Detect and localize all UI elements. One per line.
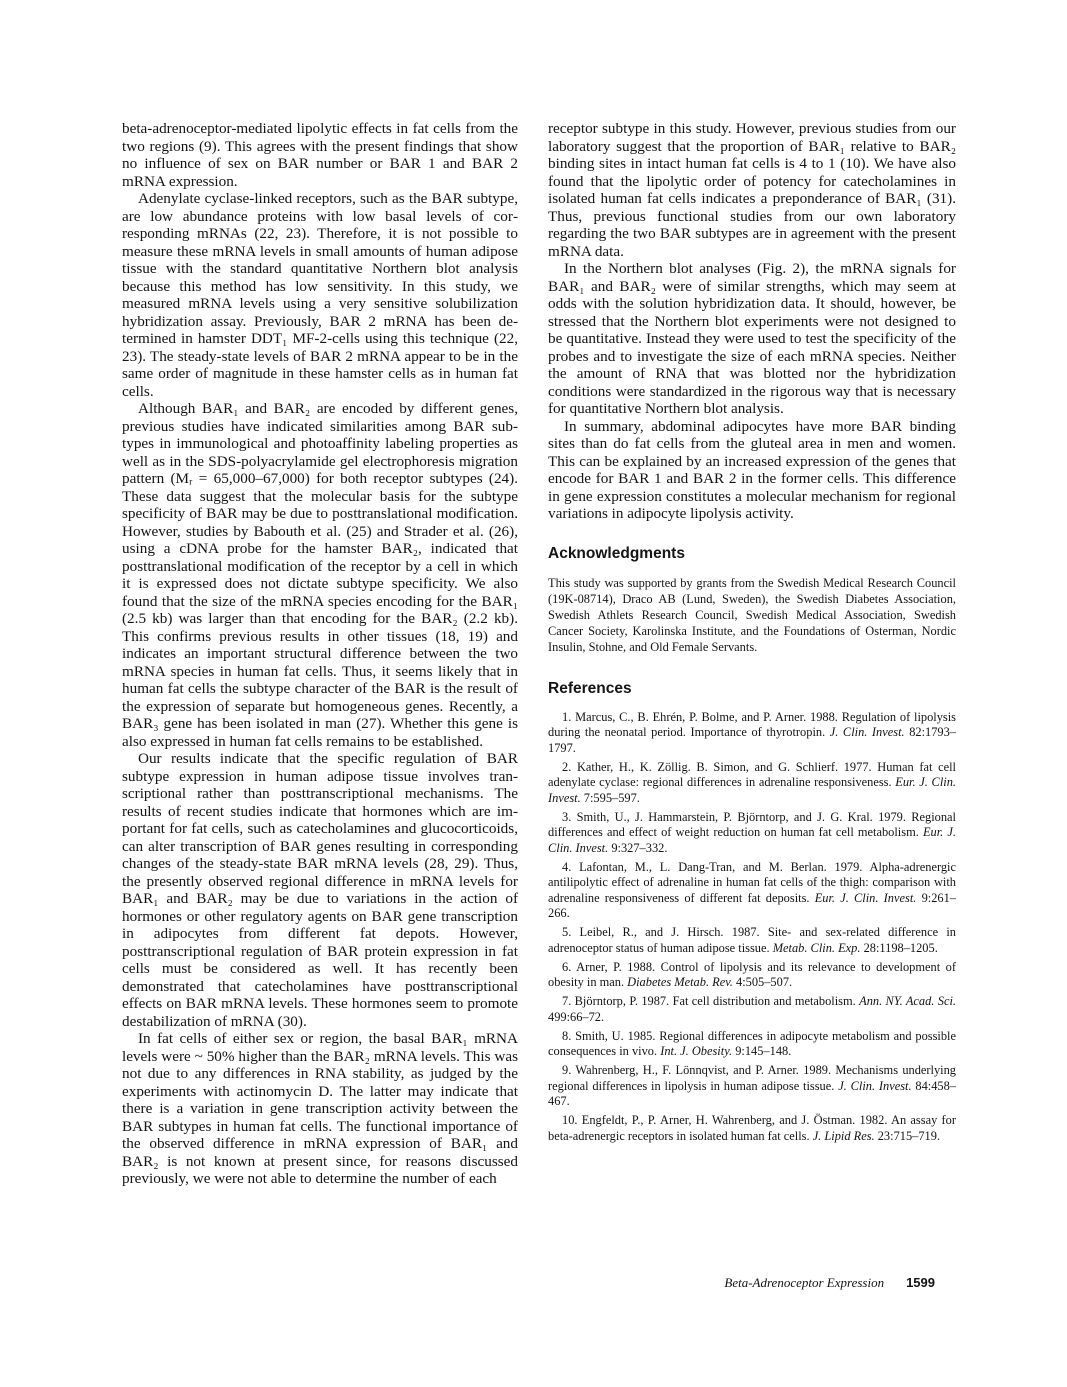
reference-text: 7. Björntorp, P. 1987. Fat cell distribution and metabolism.: [562, 994, 860, 1009]
reference-text: 1. Marcus, C., B. Ehrén, P. Bolme, and P. Arner. 1988. Regulation of lipolysis during the neonatal period. Importance of thyrotropin.: [548, 709, 956, 740]
reference-text: 8. Smith, U. 1985. Regional differences in adipocyte metabolism and possible consequences in vivo.: [548, 1028, 956, 1059]
reference-citation: 28:1198–1205.: [860, 940, 938, 955]
reference-text: 5. Leibel, R., and J. Hirsch. 1987. Site- and sex-related difference in adrenoceptor status of human adipose tissue.: [548, 925, 956, 955]
reference-citation: 9:327–332.: [608, 840, 668, 855]
reference-citation: 9:261–266.: [548, 890, 956, 921]
body-paragraph: beta-adrenoceptor-mediated lipolytic effects in fat cells from the two regions (9). This agrees with the present findings that show no influence of sex on BAR number or BAR 1 and BAR 2 mRNA expression.: [122, 120, 518, 190]
left-column: [122, 120, 518, 1188]
reference-text: 9. Wahrenberg, H., F. Lönnqvist, and P. Arner. 1989. Mechanisms underlying regional differences in lipolysis in human adipose tissue.: [548, 1063, 956, 1093]
reference-item: [548, 925, 956, 956]
reference-citation: 499:66–72.: [548, 1009, 605, 1024]
reference-item: [548, 994, 956, 1025]
running-title: Beta-Adrenoceptor Expression: [724, 1275, 885, 1290]
reference-item: [548, 810, 956, 857]
acknowledgments-text: This study was supported by grants from the Swedish Medical Research Council (19K-08714), Draco AB (Lund, Sweden), the Swedish Diabetes Association, Swedish Athlets Research Council, Swedish Medical Association, Swedish Cancer Society, Karolinska Institute, and the Foundations of Osterman, Nordic Insulin, Stohne, and Old Female Servants.: [548, 575, 956, 655]
reference-item: [548, 1113, 956, 1144]
page-number: 1599: [906, 1275, 935, 1290]
right-column: [548, 120, 956, 1148]
page-footer: [724, 1275, 935, 1291]
reference-journal: Eur. J. Clin. Invest.: [814, 890, 917, 905]
reference-item: [548, 1063, 956, 1110]
reference-journal: J. Lipid Res.: [812, 1128, 875, 1143]
reference-citation: 7:595–597.: [580, 790, 640, 805]
reference-text: 10. Engfeldt, P., P. Arner, H. Wahrenberg, and J. Östman. 1982. An assay for beta-adrenergic receptors in isolated human fat cells.: [548, 1113, 956, 1143]
reference-journal: Int. J. Obesity.: [660, 1044, 733, 1059]
reference-item: [548, 860, 956, 922]
acknowledgments-heading: Acknowledgments: [548, 544, 685, 562]
reference-journal: Eur. J. Clin. Invest.: [548, 825, 956, 855]
body-paragraph: Although BAR₁ and BAR₂ are encoded by different genes, previous studies have indicated similarities among BAR subtypes in immunological and photoaffinity labeling properties as well as in the SDS-polyacrylamide gel electrophoresis migration pattern (Mᵣ = 65,000–67,000) for both receptor subtypes (24). These data suggest that the molecular basis for the subtype specificity of BAR may be due to posttranslational modification. However, studies by Babouth et al. (25) and Strader et al. (26), using a cDNA probe for the hamster BAR₂, indicated that posttranslational modification of the receptor by a cell in which it is expressed does not dictate subtype specificity. We also found that the size of the mRNA species encoding for the BAR₁ (2.5 kb) was larger than that encoding for the BAR₂ (2.2 kb). This confirms previous results in other tissues (18, 19) and indicates an important structural difference between the two mRNA species in human fat cells. Thus, it seems likely that in human fat cells the subtype character of the BAR is the result of the expression of separate but homogeneous genes. Recently, a BAR₃ gene has been isolated in man (27). Whether this gene is also expressed in human fat cells remains to be established.: [122, 400, 518, 750]
reference-journal: Eur. J. Clin. Invest.: [548, 775, 956, 805]
body-paragraph: In summary, abdominal adipocytes have more BAR binding sites than do fat cells from the gluteal area in men and women. This can be explained by an increased expression of the genes that encode for BAR 1 and BAR 2 in the former cells. This difference in gene expression constitutes a molecular mechanism for regional variations in adipocyte lipolysis activity.: [548, 417, 956, 522]
reference-list: [548, 710, 956, 1145]
reference-journal: J. Clin. Invest.: [838, 1078, 912, 1093]
reference-citation: 9:145–148.: [732, 1044, 792, 1059]
acknowledgments-section: [548, 545, 956, 656]
reference-citation: 23:715–719.: [874, 1128, 941, 1143]
body-paragraph: Our results indicate that the specific regulation of BAR subtype expression in human adipose tissue involves transcriptional rather than posttranscriptional mechanisms. The results of recent studies indicate that hormones which are important for fat cells, such as catecholamines and glucocorticoids, can alter transcription of BAR genes resulting in corresponding changes of the steady-state BAR mRNA levels (28, 29). Thus, the presently observed regional difference in mRNA levels for BAR₁ and BAR₂ may be due to variations in the action of hormones or other regulatory agents on BAR gene transcription in adipocytes from different fat depots. However, posttranscriptional regulation of BAR protein expression in fat cells must be considered as well. It has recently been demonstrated that catecholamines have posttranscriptional effects on BAR mRNA levels. These hormones seem to promote destabilization of mRNA (30).: [122, 750, 518, 1030]
reference-citation: 84:458–467.: [548, 1078, 957, 1109]
reference-text: 4. Lafontan, M., L. Dang-Tran, and M. Berlan. 1979. Alpha-adrenergic antilipolytic effect of adrenaline in human fat cells of the thigh: comparison with adrenaline responsiveness of different fat deposits.: [548, 859, 956, 905]
body-paragraph: Adenylate cyclase-linked receptors, such as the BAR subtype, are low abundance proteins with low basal levels of corresponding mRNAs (22, 23). Therefore, it is not possible to measure these mRNA levels in small amounts of human adipose tissue with the standard quantitative Northern blot analysis because this method has low sensitivity. In this study, we measured mRNA levels using a very sensitive solubilization hybridization assay. Previously, BAR 2 mRNA has been determined in hamster DDT₁ MF-2-cells using this technique (22, 23). The steady-state levels of BAR 2 mRNA appear to be in the same order of magnitude in these hamster cells as in human fat cells.: [122, 190, 518, 400]
reference-item: [548, 760, 956, 807]
reference-text: 3. Smith, U., J. Hammarstein, P. Björntorp, and J. G. Kral. 1979. Regional differences and effect of weight reduction on human fat cell metabolism.: [548, 809, 956, 840]
references-section: [548, 680, 956, 1145]
reference-item: [548, 710, 956, 757]
reference-text: 2. Kather, H., K. Zöllig. B. Simon, and G. Schlierf. 1977. Human fat cell adenylate cyclase: regional differences in adrenaline responsiveness.: [548, 759, 956, 790]
reference-item: [548, 960, 956, 991]
reference-text: 6. Arner, P. 1988. Control of lipolysis and its relevance to development of obesity in man.: [548, 959, 956, 990]
reference-journal: Diabetes Metab. Rev.: [627, 975, 733, 990]
body-paragraph: In fat cells of either sex or region, the basal BAR₁ mRNA levels were ~ 50% higher than the BAR₂ mRNA levels. This was not due to any differences in RNA stability, as judged by the experiments with actinomycin D. The latter may indicate that there is a variation in gene transcription activity between the BAR subtypes in human fat cells. The functional importance of the observed difference in mRNA expression of BAR₁ and BAR₂ is not known at present since, for reasons discussed previously, we were not able to determine the number of each: [122, 1030, 518, 1187]
reference-item: [548, 1029, 956, 1060]
body-paragraph: receptor subtype in this study. However, previous studies from our laboratory suggest that the proportion of BAR₁ relative to BAR₂ binding sites in intact human fat cells is 4 to 1 (10). We have also found that the lipolytic order of potency for catecholamines in isolated human fat cells indicates a preponderance of BAR₁ (31). Thus, previous functional studies from our own laboratory regarding the two BAR subtypes are in agreement with the present mRNA data.: [548, 120, 956, 260]
reference-journal: J. Clin. Invest.: [829, 725, 905, 740]
reference-citation: 82:1793–1797.: [548, 725, 956, 755]
references-heading: References: [548, 679, 632, 697]
reference-journal: Ann. NY. Acad. Sci.: [859, 994, 956, 1009]
reference-citation: 4:505–507.: [732, 975, 793, 990]
body-paragraph: In the Northern blot analyses (Fig. 2), the mRNA signals for BAR₁ and BAR₂ were of similar strengths, which may seem at odds with the solution hybridization data. It should, however, be stressed that the Northern blot experiments were not designed to be quantitative. Instead they were used to test the specificity of the probes and to investigate the size of each mRNA species. Neither the amount of RNA that was blotted nor the hybridization conditions were standardized in the rigorous way that is necessary for quantitative Northern blot analysis.: [548, 260, 956, 417]
reference-journal: Metab. Clin. Exp.: [772, 940, 861, 955]
